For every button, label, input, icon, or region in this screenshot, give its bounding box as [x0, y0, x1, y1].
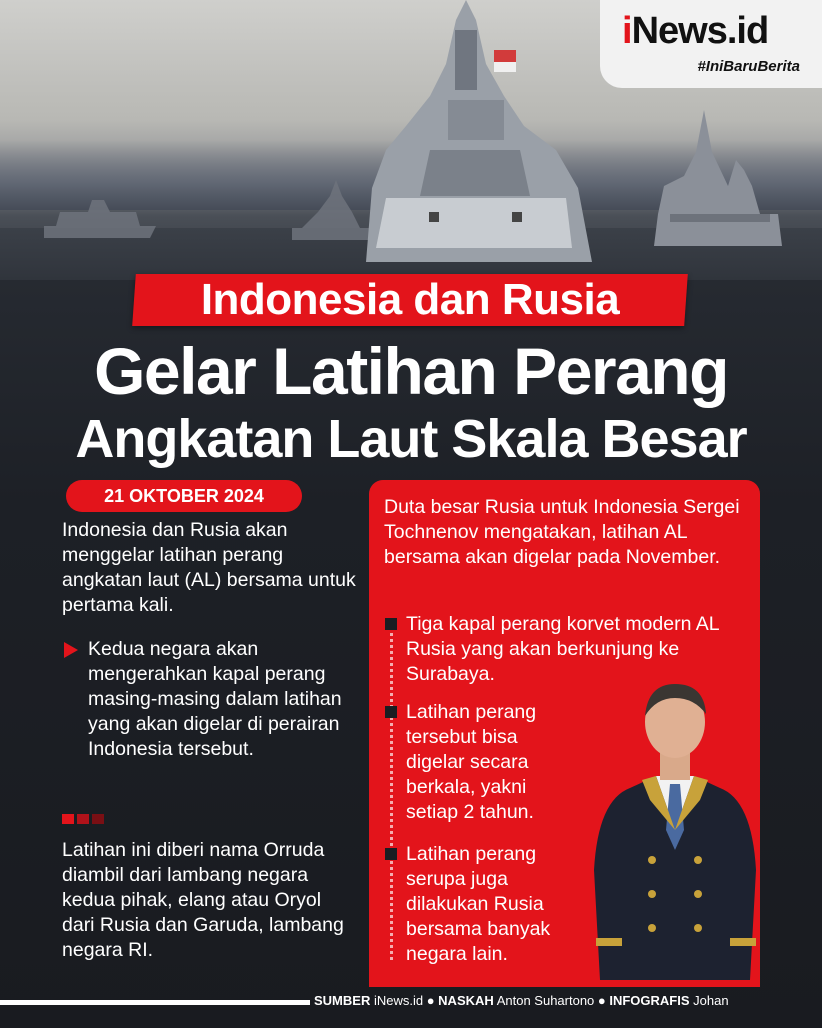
arrow-bullet-icon	[64, 642, 78, 658]
headline-line-3: Angkatan Laut Skala Besar	[75, 409, 747, 469]
right-bullet-1: Tiga kapal perang korvet modern AL Rusia yang akan berkunjung ke Surabaya.	[406, 613, 719, 685]
left-intro-text: Indonesia dan Rusia akan menggelar latihan perang angkatan laut (AL) bersama untuk pertama kali.	[62, 519, 356, 616]
square-bullet-icon	[385, 706, 397, 718]
footer-credits: SUMBER iNews.id ● NASKAH Anton Suhartono ● INFOGRAFIS Johan	[314, 993, 729, 1008]
ambassador-portrait	[590, 680, 760, 980]
right-intro-text: Duta besar Rusia untuk Indonesia Sergei Tochnenov mengatakan, latihan AL bersama akan digelar pada November.	[384, 496, 740, 568]
left-closing-text: Latihan ini diberi nama Orruda diambil dari lambang negara kedua pihak, elang atau Oryol dari Rusia dan Garuda, lambang negara RI.	[62, 839, 344, 961]
date-badge: 21 OKTOBER 2024	[66, 480, 302, 512]
brand-tagline: #IniBaruBerita	[697, 58, 800, 75]
squares-divider-icon	[62, 811, 107, 829]
brand-logo: iNews.id	[622, 10, 769, 52]
headline-line-2: Gelar Latihan Perang	[94, 334, 728, 408]
right-bullet-3: Latihan perang serupa juga dilakukan Rusia bersama banyak negara lain.	[406, 843, 551, 965]
square-bullet-icon	[385, 618, 397, 630]
bullet-connector	[390, 620, 393, 960]
square-bullet-icon	[385, 848, 397, 860]
footer-rule	[0, 1000, 310, 1005]
headline-line-1: Indonesia dan Rusia	[200, 275, 620, 324]
right-bullet-2: Latihan perang tersebut bisa digelar secara berkala, yakni setiap 2 tahun.	[406, 701, 537, 823]
left-bullet-text: Kedua negara akan mengerahkan kapal perang masing-masing dalam latihan yang akan digelar di perairan Indonesia tersebut.	[88, 638, 342, 760]
brand-logo-box	[600, 0, 822, 88]
